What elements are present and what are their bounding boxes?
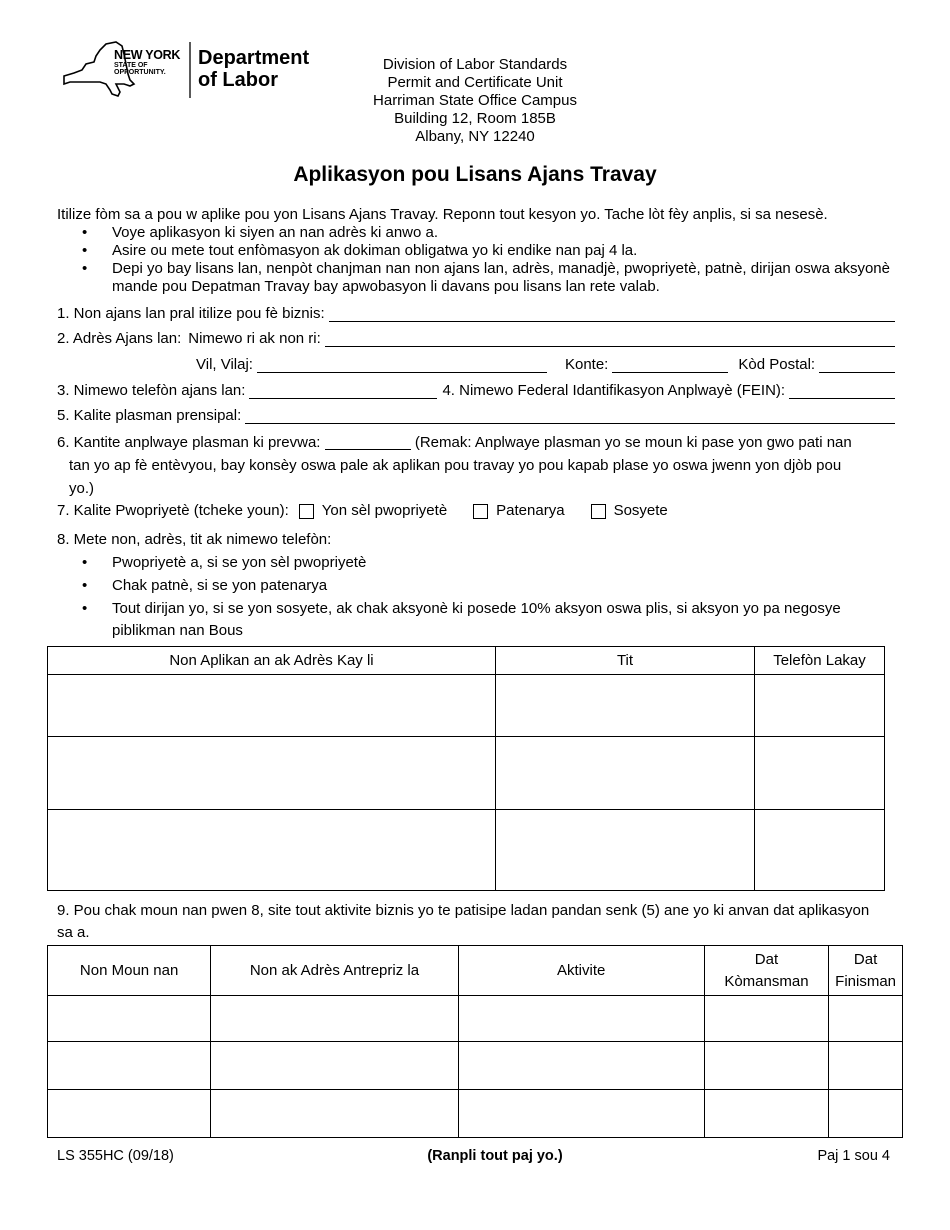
table-cell[interactable]	[496, 675, 755, 737]
activities-table	[47, 945, 903, 1138]
column-header: Non ak Adrès Antrepriz la	[211, 946, 458, 996]
q6-note-end: yo.)	[69, 480, 95, 497]
table-cell[interactable]	[48, 1042, 211, 1090]
q2-city-row	[196, 356, 895, 373]
table-row	[48, 996, 903, 1042]
q2-label: 2. Adrès Ajans lan:	[57, 330, 182, 347]
address-line: Albany, NY 12240	[415, 128, 535, 145]
table-cell[interactable]	[755, 810, 885, 891]
corporation-checkbox[interactable]	[591, 504, 606, 519]
column-header: Telefòn Lakay	[755, 647, 885, 675]
q8-bullets	[82, 552, 882, 643]
q6-block	[57, 431, 887, 500]
table-header-row	[48, 946, 903, 996]
table-cell[interactable]	[829, 996, 903, 1042]
logo-tagline-1: STATE OF	[114, 62, 148, 69]
sole-proprietor-checkbox[interactable]	[299, 504, 314, 519]
table-cell[interactable]	[48, 810, 496, 891]
page-number: Paj 1 sou 4	[817, 1148, 890, 1164]
q6-note-cont: tan yo ap fè entèvyou, bay konsèy oswa pale ak aplikan pou travay yo pou kapab plase yo oswa jwenn yon djòb pou	[69, 457, 842, 474]
table-cell[interactable]	[704, 1042, 828, 1090]
table-cell[interactable]	[829, 1042, 903, 1090]
sole-proprietor-label: Yon sèl pwopriyetè	[321, 502, 448, 519]
list-item: • Voye aplikasyon ki siyen an nan adrès ki anwo a.	[82, 224, 902, 242]
logo-tagline-2: OPPORTUNITY.	[114, 69, 166, 76]
q6-label: 6. Kantite anplwaye plasman ki prevwa:	[57, 434, 321, 451]
intro-bullets	[82, 224, 902, 296]
column-header: Dat Kòmansman	[704, 946, 828, 996]
q9-line-1: 9. Pou chak moun nan pwen 8, site tout aktivite biznis yo te patisipe ladan pandan senk (5) ane yo ki anvan dat aplikasyon	[57, 902, 870, 919]
table-cell[interactable]	[48, 996, 211, 1042]
agency-name-field[interactable]	[329, 305, 895, 322]
q7-row	[57, 502, 668, 519]
nys-dol-logo	[60, 40, 320, 102]
column-header: Tit	[496, 647, 755, 675]
table-cell[interactable]	[704, 1090, 828, 1138]
partnership-checkbox[interactable]	[473, 504, 488, 519]
page-title: Aplikasyon pou Lisans Ajans Travay	[293, 163, 657, 186]
list-item: • Asire ou mete tout enfòmasyon ak dokiman obligatwa yo ki endike nan paj 4 la.	[82, 242, 902, 260]
q9-text	[57, 900, 897, 944]
partnership-label: Patenarya	[496, 502, 565, 519]
table-cell[interactable]	[755, 675, 885, 737]
q7-label: 7. Kalite Pwopriyetè (tcheke youn):	[57, 502, 289, 519]
q6-line-1	[57, 431, 887, 454]
table-cell[interactable]	[496, 810, 755, 891]
q9-line-2: sa a.	[57, 924, 90, 941]
phone-field[interactable]	[249, 382, 437, 399]
q2-row	[57, 330, 895, 347]
table-cell[interactable]	[211, 1042, 458, 1090]
table-row	[48, 810, 885, 891]
footer-note: (Ranpli tout paj yo.)	[427, 1148, 563, 1164]
table-cell[interactable]	[829, 1090, 903, 1138]
logo-department: Department	[198, 47, 310, 69]
street-label: Nimewo ri ak non ri:	[188, 330, 321, 347]
applicants-table	[47, 646, 885, 891]
table-row	[48, 737, 885, 810]
table-cell[interactable]	[755, 737, 885, 810]
q1-label: 1. Non ajans lan pral itilize pou fè biznis:	[57, 305, 325, 322]
zip-label: Kòd Postal:	[738, 356, 816, 373]
table-row	[48, 675, 885, 737]
address-line: Building 12, Room 185B	[394, 110, 556, 127]
city-label: Vil, Vilaj:	[196, 356, 253, 373]
q1-row	[57, 305, 895, 322]
county-label: Konte:	[564, 356, 609, 373]
q3-q4-row	[57, 382, 895, 399]
office-address	[330, 56, 620, 146]
q8-label: 8. Mete non, adrès, tit ak nimewo telefòn:	[57, 531, 332, 548]
table-header-row	[48, 647, 885, 675]
street-field[interactable]	[325, 330, 895, 347]
fein-field[interactable]	[789, 382, 895, 399]
table-cell[interactable]	[211, 996, 458, 1042]
city-field[interactable]	[257, 356, 547, 373]
table-cell[interactable]	[458, 996, 704, 1042]
column-header: Dat Finisman	[829, 946, 903, 996]
placement-type-field[interactable]	[245, 407, 895, 424]
table-cell[interactable]	[48, 737, 496, 810]
column-header: Aktivite	[458, 946, 704, 996]
q5-label: 5. Kalite plasman prensipal:	[57, 407, 242, 424]
q3-label: 3. Nimewo telefòn ajans lan:	[57, 382, 246, 399]
address-line: Division of Labor Standards	[382, 56, 568, 73]
address-line: Harriman State Office Campus	[373, 92, 577, 109]
list-item: • Tout dirijan yo, si se yon sosyete, ak chak aksyonè ki posede 10% aksyon oswa plis, si aksyon yo pa negosye piblikman nan Bous	[82, 598, 882, 642]
table-cell[interactable]	[458, 1042, 704, 1090]
q4-label: 4. Nimewo Federal Idantifikasyon Anplwayè (FEIN):	[442, 382, 786, 399]
q6-note: (Remak: Anplwaye plasman yo se moun ki pase yon gwo pati nan	[414, 434, 852, 451]
table-row	[48, 1042, 903, 1090]
employee-count-field[interactable]	[325, 433, 411, 450]
q5-row	[57, 407, 895, 424]
table-cell[interactable]	[211, 1090, 458, 1138]
corporation-label: Sosyete	[613, 502, 668, 519]
column-header: Non Moun nan	[48, 946, 211, 996]
logo-of-labor: of Labor	[198, 69, 278, 91]
form-id: LS 355HC (09/18)	[57, 1148, 174, 1164]
address-line: Permit and Certificate Unit	[387, 74, 563, 91]
table-cell[interactable]	[704, 996, 828, 1042]
intro-text: Itilize fòm sa a pou w aplike pou yon Lisans Ajans Travay. Reponn tout kesyon yo. Tache lòt fèy anplis, si sa nesesè.	[57, 206, 828, 223]
table-row	[48, 1090, 903, 1138]
list-item: • Pwopriyetè a, si se yon sèl pwopriyetè	[82, 552, 882, 574]
table-cell[interactable]	[496, 737, 755, 810]
list-item: • Chak patnè, si se yon patenarya	[82, 575, 882, 597]
table-cell[interactable]	[48, 675, 496, 737]
table-cell[interactable]	[458, 1090, 704, 1138]
zip-field[interactable]	[819, 356, 895, 373]
logo-state-name: NEW YORK	[114, 48, 181, 62]
table-cell[interactable]	[48, 1090, 211, 1138]
column-header: Non Aplikan an ak Adrès Kay li	[48, 647, 496, 675]
county-field[interactable]	[612, 356, 728, 373]
list-item: • Depi yo bay lisans lan, nenpòt chanjman nan non ajans lan, adrès, manadjè, pwopriyetè, patnè, dirijan oswa aksyonè mande pou Depatman Travay bay apwobasyon li davans pou lisans lan rete valab.	[82, 260, 902, 296]
